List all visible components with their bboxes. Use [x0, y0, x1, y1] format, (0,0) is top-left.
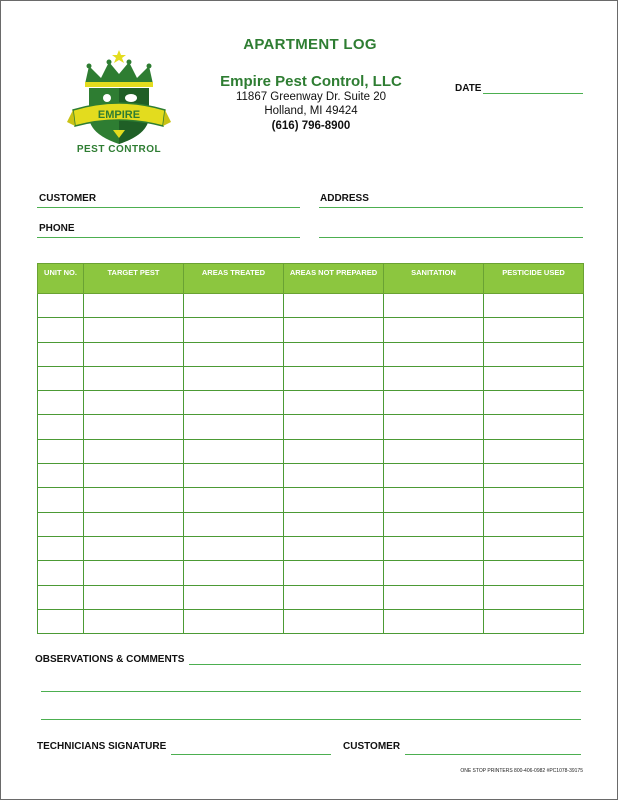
table-cell[interactable] [38, 561, 84, 585]
table-cell[interactable] [484, 464, 584, 488]
table-cell[interactable] [84, 318, 184, 342]
table-row [38, 585, 584, 609]
technician-signature-field[interactable] [171, 754, 331, 755]
table-cell[interactable] [38, 342, 84, 366]
customer-signature-field[interactable] [405, 754, 581, 755]
table-cell[interactable] [38, 488, 84, 512]
table-cell[interactable] [184, 536, 284, 560]
table-cell[interactable] [484, 391, 584, 415]
table-cell[interactable] [84, 609, 184, 633]
table-cell[interactable] [184, 366, 284, 390]
table-cell[interactable] [384, 391, 484, 415]
table-cell[interactable] [284, 342, 384, 366]
column-header: SANITATION [384, 264, 484, 294]
customer-label: CUSTOMER [39, 193, 97, 204]
table-cell[interactable] [384, 585, 484, 609]
table-cell[interactable] [384, 561, 484, 585]
table-row [38, 464, 584, 488]
table-cell[interactable] [84, 415, 184, 439]
printer-footer: ONE STOP PRINTERS 800-406-0982 #PC1078-39175 [460, 768, 583, 774]
table-cell[interactable] [284, 391, 384, 415]
table-cell[interactable] [284, 294, 384, 318]
table-row [38, 342, 584, 366]
table-cell[interactable] [284, 464, 384, 488]
table-cell[interactable] [184, 488, 284, 512]
table-cell[interactable] [84, 536, 184, 560]
table-cell[interactable] [184, 391, 284, 415]
company-info [201, 75, 421, 133]
table-cell[interactable] [184, 294, 284, 318]
table-cell[interactable] [38, 415, 84, 439]
table-cell[interactable] [38, 585, 84, 609]
table-row [38, 512, 584, 536]
table-cell[interactable] [38, 366, 84, 390]
table-cell[interactable] [184, 585, 284, 609]
date-label: DATE [455, 83, 482, 94]
column-header: UNIT NO. [38, 264, 84, 294]
address-field-line2[interactable] [319, 237, 583, 238]
column-header: PESTICIDE USED [484, 264, 584, 294]
table-cell[interactable] [384, 294, 484, 318]
empire-pest-control-logo [67, 48, 172, 156]
comments-line-1[interactable] [189, 664, 581, 665]
table-cell[interactable] [484, 512, 584, 536]
table-cell[interactable] [484, 609, 584, 633]
table-row [38, 391, 584, 415]
table-body [38, 294, 584, 634]
technician-signature-label: TECHNICIANS SIGNATURE [37, 741, 167, 752]
table-cell[interactable] [484, 536, 584, 560]
table-cell[interactable] [384, 512, 484, 536]
table-cell[interactable] [84, 294, 184, 318]
table-cell[interactable] [384, 366, 484, 390]
table-cell[interactable] [184, 561, 284, 585]
company-name: Empire Pest Control, LLC [220, 73, 402, 90]
table-cell[interactable] [184, 609, 284, 633]
table-cell[interactable] [184, 415, 284, 439]
table-cell[interactable] [84, 561, 184, 585]
table-cell[interactable] [384, 415, 484, 439]
table-cell[interactable] [284, 488, 384, 512]
table-cell[interactable] [284, 366, 384, 390]
table-cell[interactable] [38, 439, 84, 463]
company-address-line1: 11867 Greenway Dr. Suite 20 [235, 90, 387, 103]
table-cell[interactable] [484, 585, 584, 609]
table-row [38, 561, 584, 585]
table-cell[interactable] [284, 585, 384, 609]
table-cell[interactable] [284, 318, 384, 342]
table-cell[interactable] [484, 366, 584, 390]
crown-shield-icon [67, 48, 172, 156]
table-row [38, 536, 584, 560]
observations-label: OBSERVATIONS & COMMENTS [35, 654, 185, 665]
table-cell[interactable] [184, 318, 284, 342]
table-cell[interactable] [484, 318, 584, 342]
table-cell[interactable] [284, 561, 384, 585]
customer-signature-label: CUSTOMER [343, 741, 401, 752]
table-cell[interactable] [284, 439, 384, 463]
table-cell[interactable] [284, 609, 384, 633]
table-row [38, 488, 584, 512]
table-row [38, 294, 584, 318]
table-row [38, 609, 584, 633]
table-cell[interactable] [384, 609, 484, 633]
logo-banner-text: EMPIRE [97, 109, 141, 121]
address-field[interactable] [319, 207, 583, 208]
table-cell[interactable] [38, 464, 84, 488]
table-cell[interactable] [284, 512, 384, 536]
table-cell[interactable] [184, 464, 284, 488]
column-header: AREAS NOT PREPARED [284, 264, 384, 294]
table-cell[interactable] [38, 512, 84, 536]
table-cell[interactable] [184, 512, 284, 536]
table-cell[interactable] [284, 415, 384, 439]
comments-line-2[interactable] [41, 691, 581, 692]
table-row [38, 318, 584, 342]
table-cell[interactable] [484, 561, 584, 585]
table-header-row [38, 264, 584, 294]
phone-field[interactable] [37, 237, 300, 238]
table-cell[interactable] [484, 439, 584, 463]
table-cell[interactable] [384, 342, 484, 366]
table-cell[interactable] [38, 318, 84, 342]
table-cell[interactable] [84, 342, 184, 366]
table-cell[interactable] [84, 464, 184, 488]
table-cell[interactable] [84, 488, 184, 512]
address-label: ADDRESS [320, 193, 369, 204]
phone-label: PHONE [39, 223, 75, 234]
column-header: AREAS TREATED [184, 264, 284, 294]
column-header: TARGET PEST [84, 264, 184, 294]
table-cell[interactable] [38, 609, 84, 633]
table-cell[interactable] [84, 391, 184, 415]
table-cell[interactable] [84, 585, 184, 609]
table-cell[interactable] [38, 391, 84, 415]
company-address-line2: Holland, MI 49424 [264, 105, 358, 117]
table-cell[interactable] [484, 415, 584, 439]
table-cell[interactable] [84, 512, 184, 536]
table-cell[interactable] [484, 488, 584, 512]
table-cell[interactable] [84, 366, 184, 390]
customer-field[interactable] [37, 207, 300, 208]
comments-line-3[interactable] [41, 719, 581, 720]
table-cell[interactable] [484, 294, 584, 318]
apartment-log-table [37, 263, 584, 634]
table-cell[interactable] [384, 439, 484, 463]
table-row [38, 415, 584, 439]
table-cell[interactable] [384, 488, 484, 512]
table-cell[interactable] [184, 342, 284, 366]
table-cell[interactable] [38, 294, 84, 318]
table-cell[interactable] [484, 342, 584, 366]
company-phone: (616) 796-8900 [271, 119, 351, 132]
logo-caption: PEST CONTROL [76, 144, 162, 155]
date-field[interactable] [483, 93, 583, 94]
table-cell[interactable] [384, 318, 484, 342]
form-title: APARTMENT LOG [243, 36, 377, 53]
table-cell[interactable] [284, 536, 384, 560]
table-cell[interactable] [84, 439, 184, 463]
table-cell[interactable] [184, 439, 284, 463]
table-row [38, 366, 584, 390]
table-cell[interactable] [384, 464, 484, 488]
table-cell[interactable] [38, 536, 84, 560]
table-row [38, 439, 584, 463]
table-cell[interactable] [384, 536, 484, 560]
